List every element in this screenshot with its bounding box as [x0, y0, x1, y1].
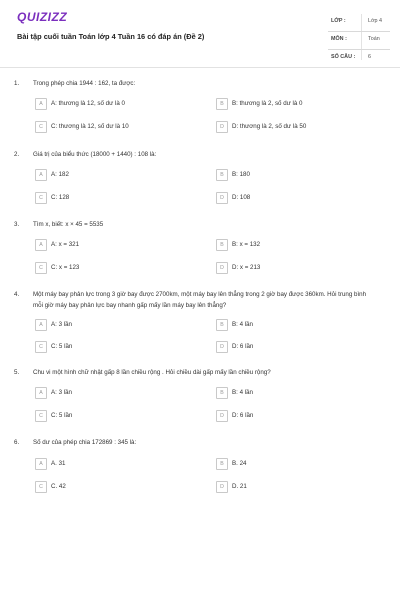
- question-text: Số dư của phép chia 172869 : 345 là:: [33, 439, 137, 446]
- option-letter: A: [35, 458, 47, 470]
- option-text: D: 108: [232, 194, 251, 201]
- option-text: D. 21: [232, 483, 247, 490]
- meta-key: MÔN :: [331, 36, 347, 42]
- option-letter: B: [216, 98, 228, 110]
- option-letter: C: [35, 410, 47, 422]
- option-letter: B: [216, 319, 228, 331]
- option-letter: D: [216, 410, 228, 422]
- option-text: D: thương là 2, số dư là 50: [232, 123, 307, 130]
- worksheet-header: [0, 0, 400, 68]
- option-text: A: x = 321: [51, 241, 80, 248]
- question-number: 1.: [14, 80, 20, 87]
- option-text: C: 5 lần: [51, 343, 73, 350]
- option-text: B. 24: [232, 460, 247, 467]
- meta-row-count: [328, 50, 390, 68]
- option-text: A: 182: [51, 171, 69, 178]
- option-letter: B: [216, 387, 228, 399]
- header-divider: [0, 67, 400, 68]
- option-letter: D: [216, 192, 228, 204]
- option-text: C: 5 lần: [51, 412, 73, 419]
- option-text: B: x = 132: [232, 241, 261, 248]
- option-letter: C: [35, 192, 47, 204]
- option-letter: A: [35, 169, 47, 181]
- question-number: 3.: [14, 221, 20, 228]
- option-text: D: 6 lần: [232, 343, 254, 350]
- option-letter: A: [35, 387, 47, 399]
- question-number: 6.: [14, 439, 20, 446]
- question-text: Tìm x, biết: x × 45 = 5535: [33, 221, 104, 228]
- option-text: C. 42: [51, 483, 66, 490]
- meta-key: LỚP :: [331, 18, 346, 24]
- option-letter: D: [216, 341, 228, 353]
- option-letter: C: [35, 121, 47, 133]
- option-text: A. 31: [51, 460, 66, 467]
- quizizz-logo: QUIZIZZ: [17, 10, 68, 24]
- question-number: 4.: [14, 291, 20, 298]
- option-text: B: 4 lần: [232, 321, 253, 328]
- option-text: A: 3 lần: [51, 389, 72, 396]
- option-letter: B: [216, 169, 228, 181]
- question-text: Giá trị của biểu thức (18000 + 1440) : 108 là:: [33, 151, 157, 158]
- option-text: A: thương là 12, số dư là 0: [51, 100, 125, 107]
- option-text: D: 6 lần: [232, 412, 254, 419]
- option-letter: B: [216, 239, 228, 251]
- meta-row-class: [328, 14, 390, 32]
- question-text: Chu vi một hình chữ nhật gấp 8 lần chiều rộng . Hỏi chiều dài gấp mấy lần chiều rộng?: [33, 369, 271, 376]
- question-text: Một máy bay phản lực trong 3 giờ bay được 2700km, một máy bay lên thẳng trong 2 giờ bay được 360km. Hỏi trung bình mỗi giờ máy bay phản lực bay nhanh gấp mấy lần máy bay lên thẳng?: [33, 291, 367, 309]
- meta-value: Toán: [368, 36, 380, 42]
- option-letter: A: [35, 98, 47, 110]
- option-letter: B: [216, 458, 228, 470]
- meta-row-subject: [328, 32, 390, 50]
- option-letter: D: [216, 121, 228, 133]
- option-letter: C: [35, 481, 47, 493]
- option-text: D: x = 213: [232, 264, 261, 271]
- option-text: C: 128: [51, 194, 70, 201]
- option-text: B: 4 lần: [232, 389, 253, 396]
- meta-value: 6: [368, 54, 371, 60]
- option-text: C: x = 123: [51, 264, 80, 271]
- option-text: B: thương là 2, số dư là 0: [232, 100, 303, 107]
- option-letter: C: [35, 341, 47, 353]
- meta-key: SỐ CÂU :: [331, 54, 356, 60]
- question-text: Trong phép chia 1944 : 162, ta được:: [33, 80, 136, 87]
- option-letter: A: [35, 239, 47, 251]
- option-letter: D: [216, 262, 228, 274]
- meta-value: Lớp 4: [368, 18, 383, 24]
- option-text: A: 3 lần: [51, 321, 72, 328]
- option-letter: A: [35, 319, 47, 331]
- option-letter: C: [35, 262, 47, 274]
- question-number: 2.: [14, 151, 20, 158]
- worksheet-meta: [328, 14, 390, 68]
- question-number: 5.: [14, 369, 20, 376]
- option-text: B: 180: [232, 171, 250, 178]
- option-text: C: thương là 12, số dư là 10: [51, 123, 129, 130]
- worksheet-title: Bài tập cuối tuần Toán lớp 4 Tuần 16 có đáp án (Đề 2): [17, 32, 205, 41]
- option-letter: D: [216, 481, 228, 493]
